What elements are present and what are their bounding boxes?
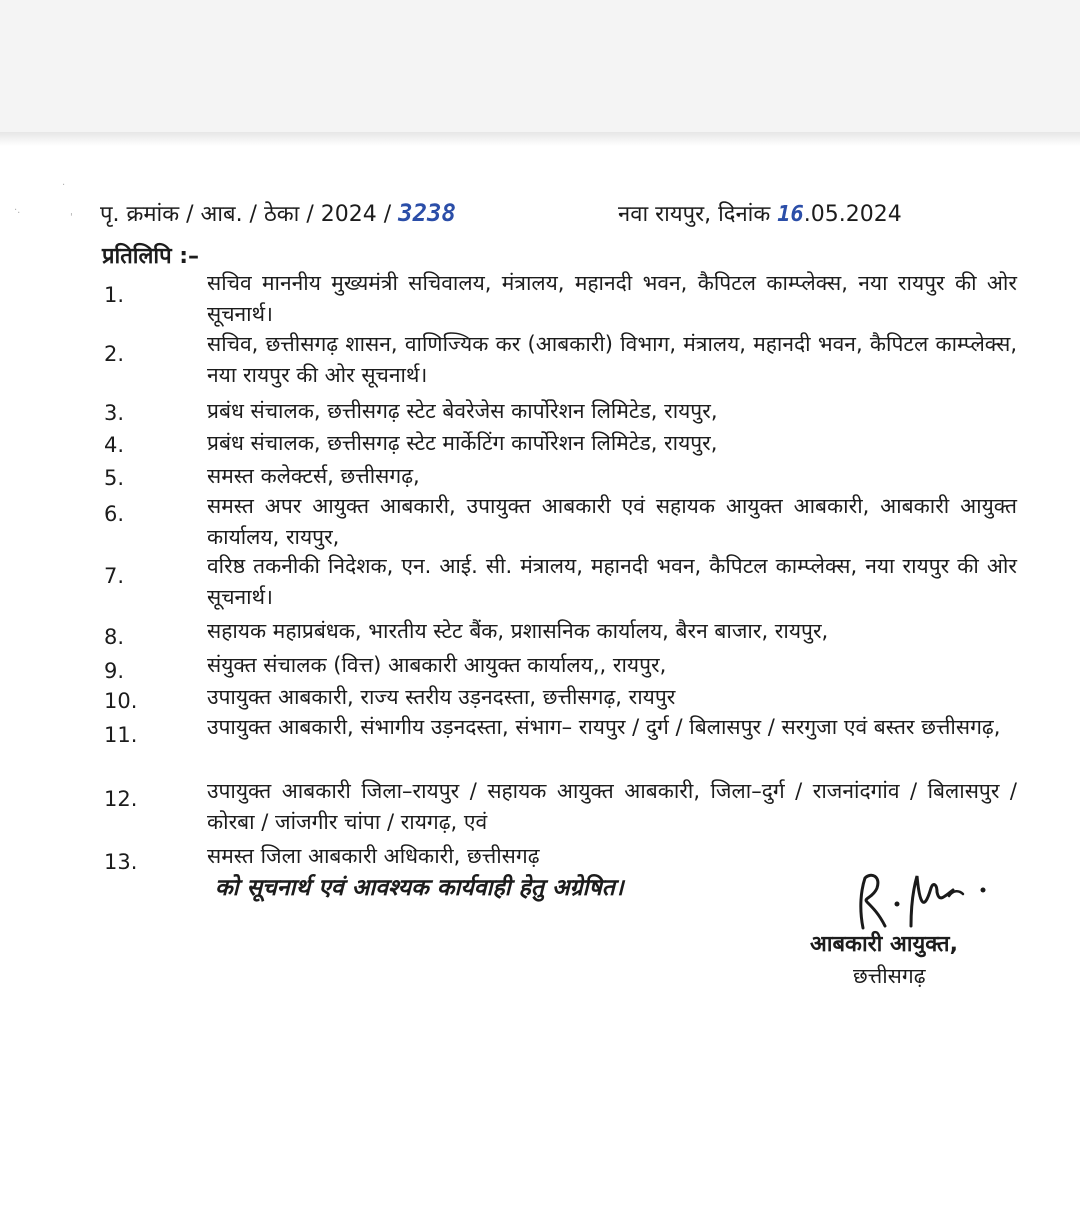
item-text: संयुक्त संचालक (वित्त) आबकारी आयुक्त कार्यालय,, रायपुर, — [207, 653, 667, 677]
item-number: 12. — [104, 787, 138, 811]
reference-number-handwritten: 3238 — [398, 199, 456, 227]
date-month-year: .05.2024 — [803, 202, 902, 227]
signatory-title: आबकारी आयुक्त, — [810, 932, 958, 957]
item-number: 3. — [104, 401, 125, 425]
item-text: समस्त अपर आयुक्त आबकारी, उपायुक्त आबकारी एवं सहायक आयुक्त आबकारी, आबकारी आयुक्त कार्यालय, रायपुर, — [207, 494, 1017, 549]
item-number: 10. — [104, 689, 138, 713]
item-text: समस्त जिला आबकारी अधिकारी, छत्तीसगढ़ — [207, 844, 540, 868]
item-text: सहायक महाप्रबंधक, भारतीय स्टेट बैंक, प्रशासनिक कार्यालय, बैरन बाजार, रायपुर, — [207, 619, 829, 643]
item-text: उपायुक्त आबकारी, संभागीय उड़नदस्ता, संभाग– रायपुर / दुर्ग / बिलासपुर / सरगुजा एवं बस्तर छत्तीसगढ़, — [207, 715, 1001, 739]
item-number: 5. — [104, 466, 125, 490]
item-number: 2. — [104, 342, 125, 366]
reference-line — [100, 198, 1000, 234]
item-number: 11. — [104, 723, 138, 747]
item-text: सचिव माननीय मुख्यमंत्री सचिवालय, मंत्रालय, महानदी भवन, कैपिटल काम्प्लेक्स, नया रायपुर की ओर सूचनार्थ। — [207, 271, 1017, 326]
item-number: 8. — [104, 625, 125, 649]
reference-prefix: पृ. क्रमांक / आब. / ठेका / 2024 / — [100, 202, 392, 227]
closing-line: को सूचनार्थ एवं आवश्यक कार्यवाही हेतु अग्रेषित। — [215, 875, 624, 901]
place-date-prefix: नवा रायपुर, दिनांक — [618, 202, 771, 227]
date-day-handwritten: 16 — [777, 202, 804, 227]
item-number: 4. — [104, 433, 125, 457]
paper-speck: ·. — [14, 205, 21, 216]
item-text: वरिष्ठ तकनीकी निदेशक, एन. आई. सी. मंत्रालय, महानदी भवन, कैपिटल काम्प्लेक्स, नया रायपुर की ओर सूचनार्थ। — [207, 554, 1017, 609]
paper-top-edge — [0, 132, 1080, 146]
paper-speck: ' — [70, 212, 73, 223]
top-margin-band — [0, 0, 1080, 132]
item-text: सचिव, छत्तीसगढ़ शासन, वाणिज्यिक कर (आबकारी) विभाग, मंत्रालय, महानदी भवन, कैपिटल काम्प्लेक्स, नया रायपुर की ओर सूचनार्थ। — [207, 332, 1017, 387]
item-text: उपायुक्त आबकारी, राज्य स्तरीय उड़नदस्ता, छत्तीसगढ़, रायपुर — [207, 685, 676, 709]
item-text: प्रबंध संचालक, छत्तीसगढ़ स्टेट मार्केटिंग कार्पोरेशन लिमिटेड, रायपुर, — [207, 431, 718, 455]
item-text: उपायुक्त आबकारी जिला–रायपुर / सहायक आयुक्त आबकारी, जिला–दुर्ग / राजनांदगांव / बिलासपुर / कोरबा / जांजगीर चांपा / रायगढ़, एवं — [207, 779, 1017, 834]
item-number: 9. — [104, 659, 125, 683]
item-text: प्रबंध संचालक, छत्तीसगढ़ स्टेट बेवरेजेस कार्पोरेशन लिमिटेड, रायपुर, — [207, 399, 718, 423]
item-text: समस्त कलेक्टर्स, छत्तीसगढ़, — [207, 464, 420, 488]
item-number: 6. — [104, 502, 125, 526]
signatory-state: छत्तीसगढ़ — [853, 964, 926, 988]
item-number: 1. — [104, 283, 125, 307]
item-number: 7. — [104, 564, 125, 588]
place-date-block — [618, 198, 902, 228]
item-number: 13. — [104, 850, 138, 874]
paper-speck: · — [62, 180, 66, 191]
reference-number-block — [100, 198, 456, 228]
copy-heading: प्रतिलिपि :– — [102, 244, 200, 269]
